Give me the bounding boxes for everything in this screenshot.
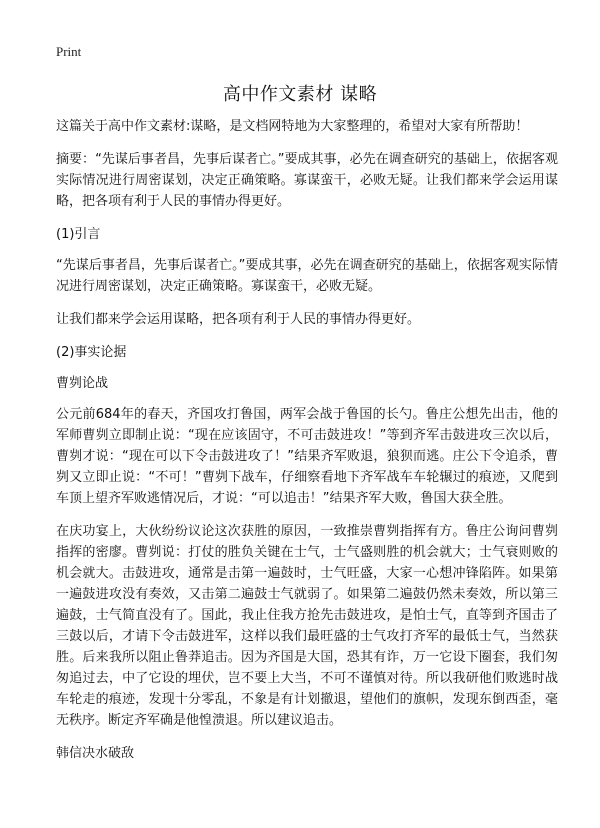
intro-paragraph: 这篇关于高中作文素材:谋略，是文档网特地为大家整理的，希望对大家有所帮助！ <box>56 119 529 134</box>
story-heading-caogui: 曹刿论战 <box>56 376 109 391</box>
story-caogui-paragraph-1: 公元前684年的春天，齐国攻打鲁国，两军会战于鲁国的长勺。鲁庄公想先出击，他的军师曹刿立即制止说：“现在应该固守，不可击鼓进攻！”等到齐军击鼓进攻三次以后，曹刿才说：“现在可以下令击鼓进攻了！”结果齐军败退，狼狈而逃。庄公下令追杀，曹刿又立即止说：“不可！”曹刿下战车，仔细察看地下齐军战车车轮辗过的痕迹，又爬到车顶上望齐军败逃情况后，才说：“可以追击！”结果齐军大败，鲁国大获全胜。 <box>56 407 558 506</box>
page-title: 高中作文素材 谋略 <box>222 84 378 105</box>
article-body <box>56 116 558 774</box>
introduction-paragraph-2: 让我们都来学会运用谋略，把各项有利于人民的事情办得更好。 <box>56 312 421 327</box>
story-heading-hanxin: 韩信决水破敌 <box>56 746 135 761</box>
introduction-paragraph-1: “先谋后事者昌，先事后谋者亡。”要成其事，必先在调查研究的基础上，依据客观实际情况进行周密谋划，决定正确策略。寡谋蛮干，必败无疑。 <box>56 258 558 294</box>
print-link[interactable]: Print <box>56 44 82 59</box>
section-heading-facts: (2)事实论据 <box>56 345 127 360</box>
story-caogui-paragraph-2: 在庆功宴上，大伙纷纷议论这次获胜的原因，一致推崇曹刿指挥有方。鲁庄公询问曹刿指挥的密廖。曹刿说：打仗的胜负关键在士气，士气盛则胜的机会就大；士气衰则败的机会就大。击鼓进攻，通常是击第一遍鼓时，士气旺盛，大家一心想冲锋陷阵。如果第一遍鼓进攻没有奏效，又击第二遍鼓士气就弱了。如果第二遍鼓仍然未奏效，所以第三遍鼓，士气简直没有了。国此，我止住我方抢先击鼓进攻，是怕士气，直等到齐国击了三鼓以后，才请下令击鼓进军，这样以我们最旺盛的士气攻打齐军的最低士气，当然获胜。后来我所以阻止鲁莽追击。因为齐国是大国，恐其有诈，万一它设下圈套，我们匆匆追过去，中了它设的埋伏，岂不要上大当，不可不谨慎对待。所以我研他们败逃时战车轮走的痕迹，发现十分零乱，不象是有计划撤退，望他们的旗帜，发现东倒西歪，毫无秩序。断定齐军确是他惶溃退。所以建议追击。 <box>56 524 558 728</box>
section-heading-introduction: (1)引言 <box>56 227 101 242</box>
abstract-paragraph: 摘要：“先谋后事者昌，先事后谋者亡。”要成其事，必先在调查研究的基础上，依据客观实际情况进行周密谋划，决定正确策略。寡谋蛮干，必败无疑。让我们都来学会运用谋略，把各项有利于人民的事情办得更好。 <box>56 152 558 209</box>
